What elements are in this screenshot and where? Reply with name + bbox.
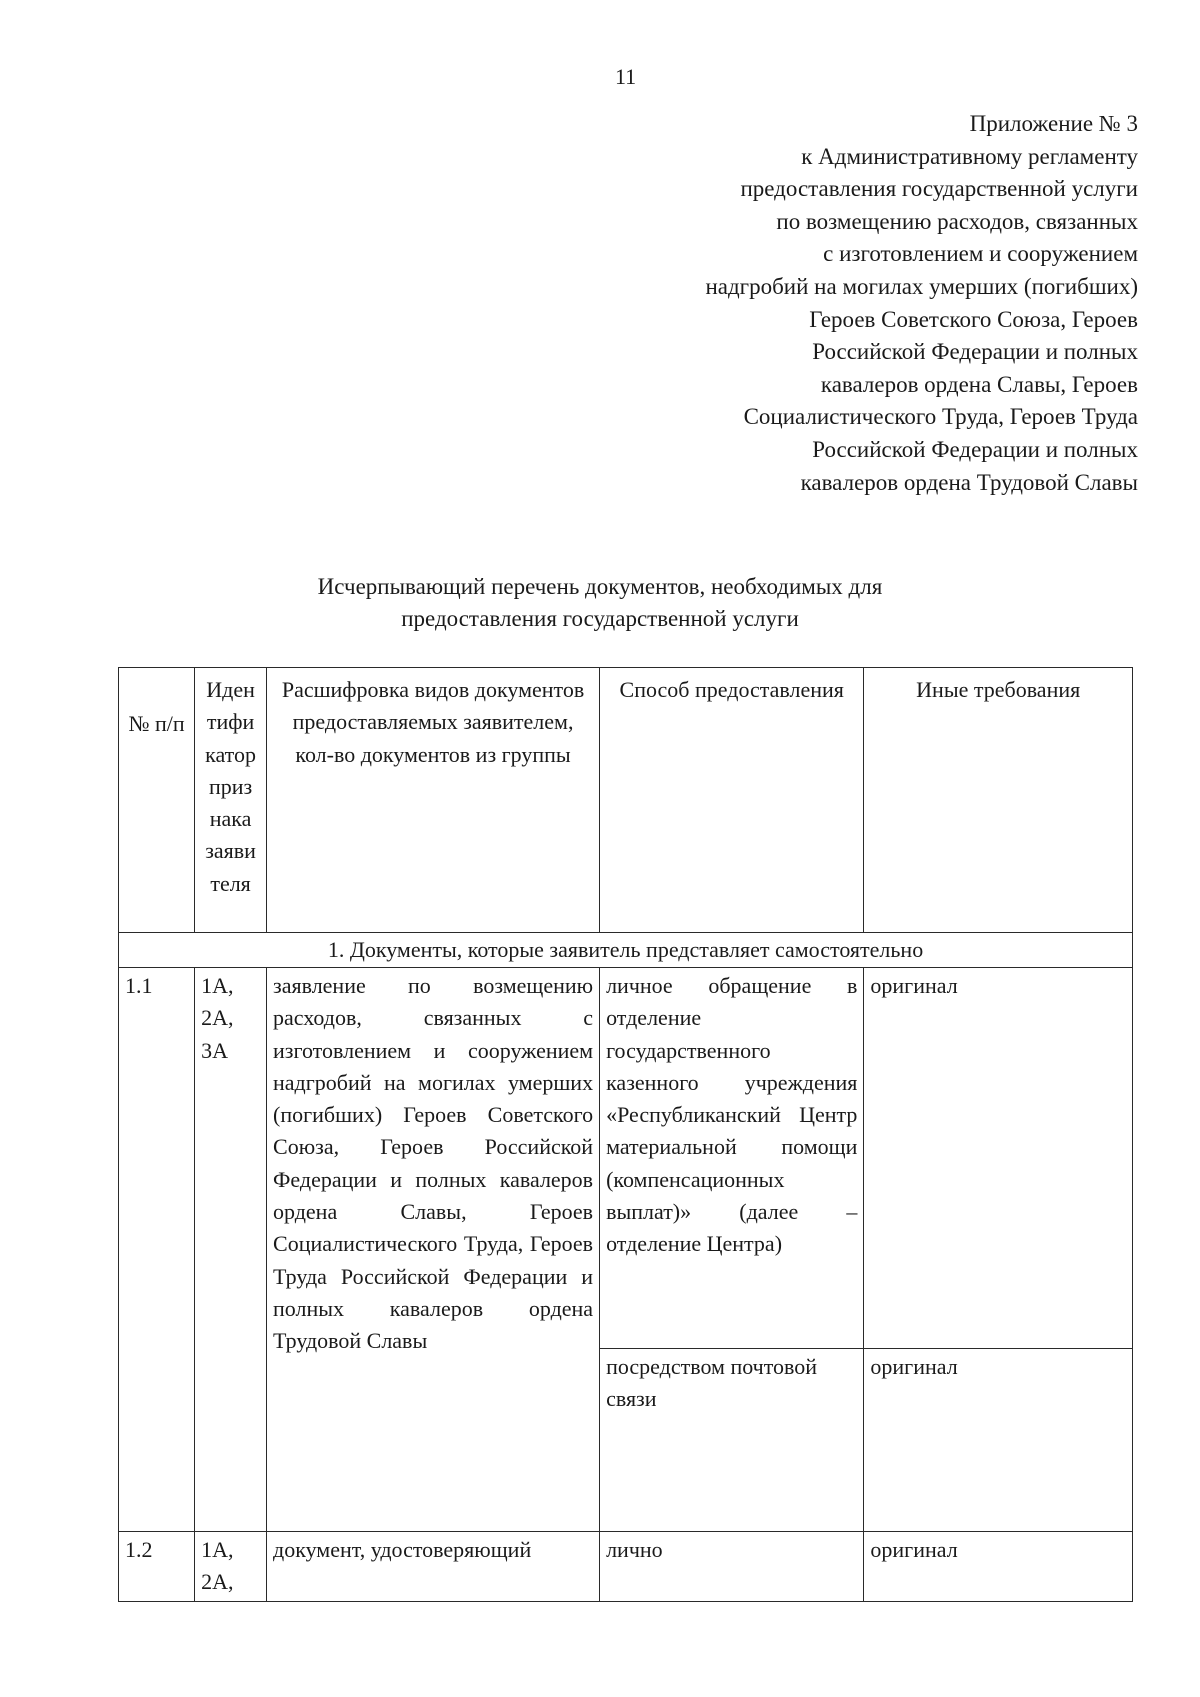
row-method: посредством почтовой связи	[600, 1349, 864, 1532]
annex-line: Российской Федерации и полных	[812, 339, 1138, 365]
documents-table	[118, 667, 1133, 1602]
row-desc: документ, удостоверяющий	[267, 1532, 600, 1602]
annex-line: Социалистического Труда, Героев Труда	[743, 404, 1138, 430]
table-row	[119, 1532, 1133, 1602]
annex-line: Приложение № 3	[969, 111, 1138, 136]
document-title	[250, 571, 950, 635]
header-method: Способ предоставления	[600, 668, 864, 933]
table-header-row	[119, 668, 1133, 933]
header-desc: Расшифровка видов документов предоставляемых заявителем, кол-во документов из группы	[267, 668, 600, 933]
annex-line: надгробий на могилах умерших (погибших)	[705, 273, 1138, 299]
row-method: личное обращение в отделение государственного казенного учреждения «Республиканский Центр материальной помощи (компенсационных выплат)» (далее – отделение Центра)	[600, 968, 864, 1349]
header-req: Иные требования	[864, 668, 1133, 933]
row-num: 1.2	[119, 1532, 195, 1602]
row-req: оригинал	[864, 1532, 1133, 1602]
row-desc: заявление по возмещению расходов, связанных с изготовлением и сооружением надгробий на могилах умерших (погибших) Героев Советского Союза, Героев Российской Федерации и полных кавалеров ордена Славы, Героев Социалистического Труда, Героев Труда Российской Федерации и полных кавалеров ордена Трудовой Славы	[267, 968, 600, 1532]
row-req: оригинал	[864, 968, 1133, 1349]
header-ident: Иден тифи катор приз нака заяви теля	[195, 668, 267, 933]
row-num: 1.1	[119, 968, 195, 1532]
row-ident: 1А, 2А,	[195, 1532, 267, 1602]
annex-line: кавалеров ордена Трудовой Славы	[800, 469, 1138, 495]
table-row	[119, 968, 1133, 1349]
annex-line: Героев Советского Союза, Героев	[809, 306, 1138, 332]
annex-line: кавалеров ордена Славы, Героев	[820, 371, 1138, 397]
row-ident: 1А, 2А, 3А	[195, 968, 267, 1532]
annex-line: Российской Федерации и полных	[812, 436, 1138, 462]
annex-header	[578, 108, 1138, 499]
header-num: № п/п	[119, 668, 195, 933]
annex-line: по возмещению расходов, связанных	[776, 208, 1138, 234]
row-req: оригинал	[864, 1349, 1133, 1532]
section-title: 1. Документы, которые заявитель представляет самостоятельно	[119, 933, 1133, 968]
title-line: Исчерпывающий перечень документов, необходимых для	[317, 574, 883, 599]
annex-line: с изготовлением и сооружением	[823, 241, 1138, 267]
title-line: предоставления государственной услуги	[401, 606, 799, 631]
row-method: лично	[600, 1532, 864, 1602]
annex-line: предоставления государственной услуги	[740, 176, 1138, 202]
page-number: 11	[615, 64, 637, 89]
annex-line: к Административному регламенту	[801, 143, 1138, 169]
section-row	[119, 933, 1133, 968]
